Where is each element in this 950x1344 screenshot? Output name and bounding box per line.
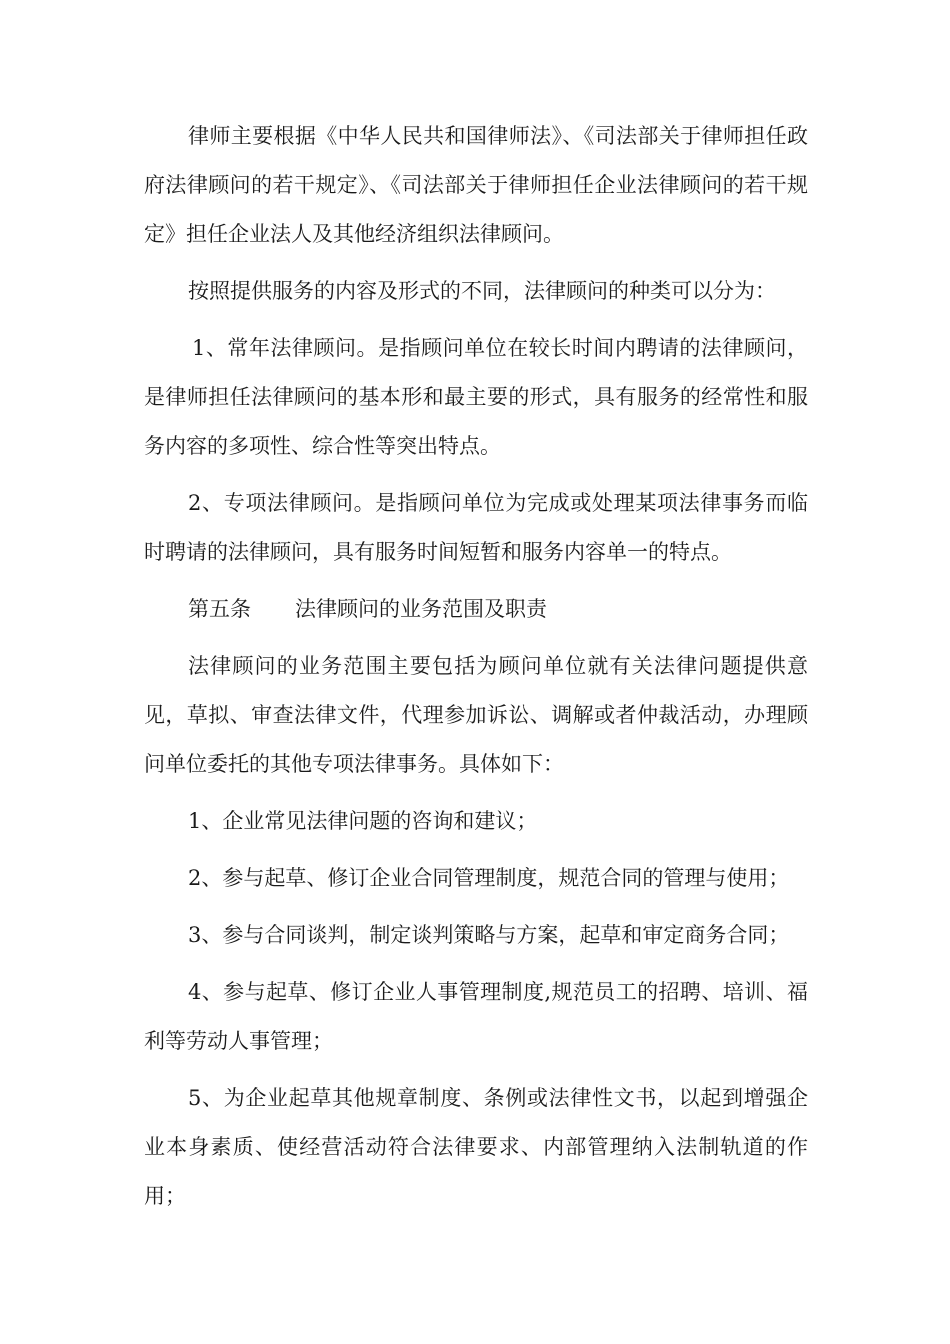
list-item: 1、企业常见法律问题的咨询和建议；	[188, 809, 538, 833]
list-item: 4、参与起草、修订企业人事管理制度,规范员工的招聘、培训、福利等劳动人事管理；	[144, 980, 808, 1053]
list-item: 5、为企业起草其他规章制度、条例或法律性文书，以起到增强企业本身素质、使经营活动符合法律要求、内部管理纳入法制轨道的作用；	[144, 1086, 808, 1208]
list-item: 3、参与合同谈判，制定谈判策略与方案，起草和审定商务合同；	[188, 923, 790, 947]
article-heading	[144, 585, 808, 634]
list-item: 2、参与起草、修订企业合同管理制度，规范合同的管理与使用；	[188, 866, 790, 890]
paragraph-legal-basis: 律师主要根据《中华人民共和国律师法》、《司法部关于律师担任政府法律顾问的若干规定》、《司法部关于律师担任企业法律顾问的若干规定》担任企业法人及其他经济组织法律顾问。	[144, 124, 808, 246]
article-number: 第五条	[188, 597, 251, 621]
paragraph-types-intro: 按照提供服务的内容及形式的不同，法律顾问的种类可以分为：	[188, 279, 776, 303]
document-body	[144, 112, 808, 1229]
paragraph-type-special: 2、专项法律顾问。是指顾问单位为完成或处理某项法律事务而临时聘请的法律顾问，具有服务时间短暂和服务内容单一的特点。	[144, 491, 808, 564]
article-title: 法律顾问的业务范围及职责	[295, 597, 547, 621]
paragraph-scope: 法律顾问的业务范围主要包括为顾问单位就有关法律问题提供意见，草拟、审查法律文件，代理参加诉讼、调解或者仲裁活动，办理顾问单位委托的其他专项法律事务。具体如下：	[144, 654, 808, 776]
paragraph-type-annual: 1、常年法律顾问。是指顾问单位在较长时间内聘请的法律顾问，是律师担任法律顾问的基本形和最主要的形式，具有服务的经常性和服务内容的多项性、综合性等突出特点。	[144, 336, 808, 458]
